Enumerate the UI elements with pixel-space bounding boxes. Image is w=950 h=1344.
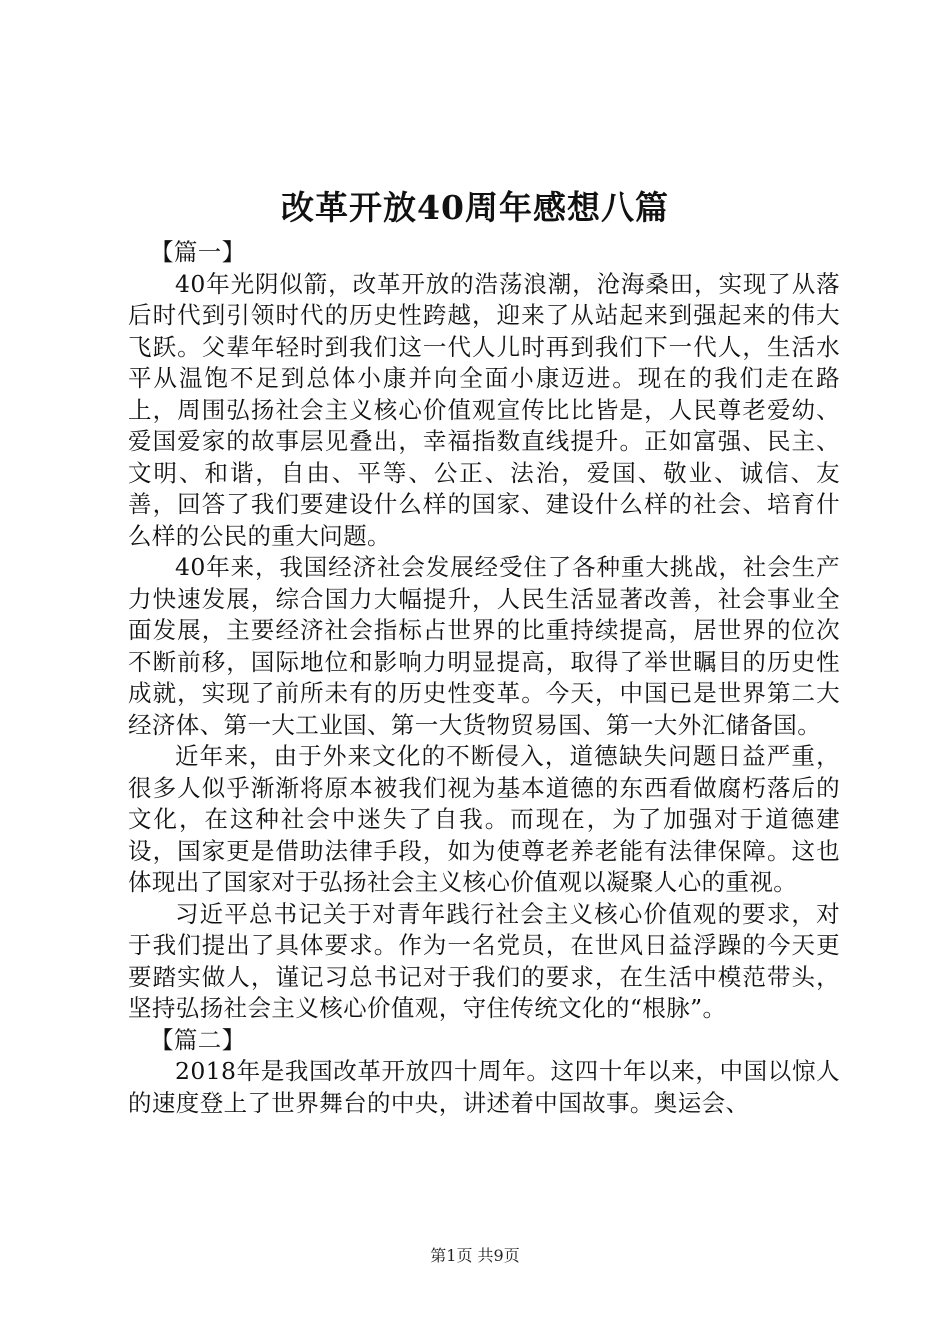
paragraph: 40年光阴似箭，改革开放的浩荡浪潮，沧海桑田，实现了从落后时代到引领时代的历史性跨越，迎来了从站起来到强起来的伟大飞跃。父辈年轻时到我们这一代人儿时再到我们下一代人，生活水平从温饱不足到总体小康并向全面小康迈进。现在的我们走在路上，周围弘扬社会主义核心价值观宣传比比皆是，人民尊老爱幼、爱国爱家的故事层见叠出，幸福指数直线提升。正如富强、民主、文明、和谐，自由、平等、公正、法治，爱国、敬业、诚信、友善，回答了我们要建设什么样的国家、建设什么样的社会、培育什么样的公民的重大问题。 — [128, 269, 840, 550]
page-footer: 第1页 共9页 — [430, 1246, 520, 1265]
paragraph: 习近平总书记关于对青年践行社会主义核心价值观的要求，对于我们提出了具体要求。作为一名党员，在世风日益浮躁的今天更要踏实做人，谨记习总书记对于我们的要求，在生活中模范带头，坚持弘扬社会主义核心价值观，守住传统文化的“根脉”。 — [128, 899, 840, 1022]
document-title: 改革开放40周年感想八篇 — [281, 188, 669, 227]
paragraph: 近年来，由于外来文化的不断侵入，道德缺失问题日益严重，很多人似乎渐渐将原本被我们视为基本道德的东西看做腐朽落后的文化，在这种社会中迷失了自我。而现在，为了加强对于道德建设，国家更是借助法律手段，如为使尊老养老能有法律保障。这也体现出了国家对于弘扬社会主义核心价值观以凝聚人心的重视。 — [128, 742, 840, 896]
document-body — [128, 237, 840, 1119]
section-heading: 【篇二】 — [150, 1025, 246, 1054]
section-heading: 【篇一】 — [150, 238, 246, 266]
paragraph: 2018年是我国改革开放四十周年。这四十年以来，中国以惊人的速度登上了世界舞台的中央，讲述着中国故事。奥运会、 — [128, 1057, 840, 1117]
paragraph: 40年来，我国经济社会发展经受住了各种重大挑战，社会生产力快速发展，综合国力大幅提升，人民生活显著改善，社会事业全面发展，主要经济社会指标占世界的比重持续提高，居世界的位次不断前移，国际地位和影响力明显提高，取得了举世瞩目的历史性成就，实现了前所未有的历史性变革。今天，中国已是世界第二大经济体、第一大工业国、第一大货物贸易国、第一大外汇储备国。 — [128, 553, 840, 739]
